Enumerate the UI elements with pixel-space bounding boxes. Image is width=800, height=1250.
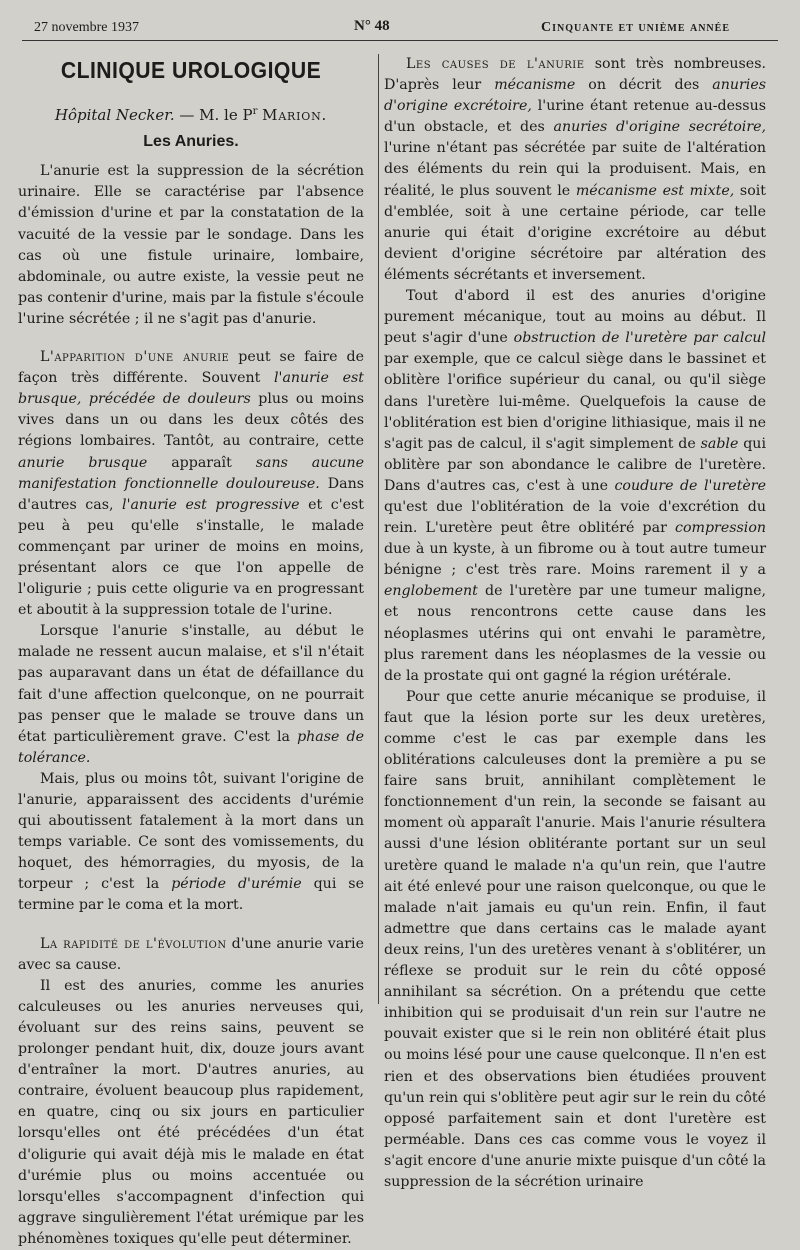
- issue-number: N° 48: [354, 18, 390, 34]
- header-rule: [22, 40, 778, 41]
- byline-professor: $P^r$: [242, 106, 258, 125]
- page-header: [30, 14, 730, 40]
- left-column: [18, 54, 364, 1250]
- paragraph: Il est des anuries, comme les anuries calculeuses ou les anuries nerveuses qui, évoluant sur des reins sains, peuvent se prolonger pendant huit, dix, douze jours avant d'entraîner la mort. D'autres anuries, au contraire, évoluent beaucoup plus rapidement, en quatre, cinq ou six jours en particulier lorsqu'elles ont été précédées d'un état d'oligurie qui avait déjà mis le malade en état d'urémie plus ou moins accentuée ou lorsqu'elles s'accompagnent d'infection qui aggrave singulièrement l'état urémique par les phénomènes toxiques qu'elle peut déterminer.: [18, 977, 364, 1247]
- paragraph: Les causes de l'anurie sont très nombreuses. D'après leur mécanisme on décrit des anuries d'origine excrétoire, l'urine étant retenue au-dessus d'un obstacle, et des anuries d'origine secrétoire, l'urine n'étant pas sécrétée par suite de l'altération des éléments du rein qui la produisent. Mais, en réalité, le plus souvent le mécanisme est mixte, soit d'emblée, soit à une certaine période, car telle anurie qui était d'origine excrétoire au début devient d'origine sécrétoire par altération des éléments sécrétants et inversement.: [384, 56, 767, 283]
- paragraph: La rapidité de l'évolution d'une anurie varie avec sa cause.: [18, 935, 364, 973]
- byline-author: Marion.: [262, 106, 328, 125]
- publication-year: Cinquante et unième année: [541, 20, 730, 35]
- byline: [18, 101, 364, 126]
- paragraph: Tout d'abord il est des anuries d'origine purement mécanique, tout au moins au début. Il peut s'agir d'une obstruction de l'uretère par calcul par exemple, que ce calcul siège dans le bassinet et oblitère l'orifice supérieur du canal, ou qu'il siège dans l'uretère lui-même. Quelquefois la cause de l'oblitération est bien d'origine lithiasique, mais il ne s'agit pas de calcul, il s'agit simplement de sable qui oblitère par son abondance le calibre de l'uretère. Dans d'autres cas, c'est à une coudure de l'uretère qu'est due l'oblitération de la voie d'excrétion du rein. L'uretère peut être oblitéré par compression due à un kyste, à un fibrome ou à tout autre tumeur bénigne ; c'est très rare. Moins rarement il y a englobement de l'uretère par une tumeur maligne, et nous rencontrons cette cause dans les néoplasmes utérins qui ont envahi le paramètre, plus rarement dans les néoplasmes de la vessie ou de la prostate qui ont gagné la région urétérale.: [384, 288, 766, 684]
- byline-hospital: Hôpital Necker.: [54, 106, 175, 125]
- issue-date: 27 novembre 1937: [34, 20, 139, 35]
- article-subtitle: Les Anuries.: [143, 133, 239, 151]
- right-column: [384, 54, 766, 1193]
- section-title: CLINIQUE UROLOGIQUE: [60, 57, 322, 83]
- paragraph: L'apparition d'une anurie peut se faire de façon très différente. Souvent l'anurie est brusque, précédée de douleurs plus ou moins vives dans un ou dans les deux côtés des régions lombaires. Tantôt, au contraire, cette anurie brusque apparaît sans aucune manifestation fonctionnelle douloureuse. Dans d'autres cas, l'anurie est progressive et c'est peu à peu qu'elle s'installe, le malade commençant par uriner de moins en moins, présentant alors ce que l'on appelle de l'oligurie ; puis cette oligurie va en progressant et aboutit à la suppression totale de l'urine.: [18, 349, 365, 619]
- paragraph: Lorsque l'anurie s'installe, au début le malade ne ressent aucun malaise, et s'il n'était pas auparavant dans un état de défaillance du fait d'une affection quelconque, on ne pourrait pas penser que le malade se trouve dans un état particulièrement grave. C'est la phase de tolérance.: [18, 623, 365, 766]
- paragraph: Pour que cette anurie mécanique se produise, il faut que la lésion porte sur les deux uretères, comme c'est le cas par exemple dans les oblitérations calculeuses dont la première a pu se faire sans bruit, annihilant complètement le fonctionnement d'un rein, la seconde se faisant au moment où apparaît l'anurie. Mais l'anurie résultera aussi d'une lésion oblitérante portant sur un seul uretère quand le malade n'a qu'un rein, que l'autre ait été enlevé pour une raison quelconque, ou que le malade n'ait jamais eu qu'un rein. Enfin, il faut admettre que dans certains cas le malade ayant deux reins, l'un des uretères venant à s'oblitérer, un réflexe se produit sur le rein du côté opposé annihilant sa sécrétion. On a prétendu que cette inhibition qui se produisait d'un rein sur l'autre ne pouvait exister que si le rein non oblitéré était plus ou moins lésé pour une cause quelconque. Il n'en est rien et des observations bien étudiées prouvent qu'un rein qui s'oblitère peut agir sur le rein du côté opposé parfaitement sain et dont l'uretère est perméable. Dans ces cas comme vous le voyez il s'agit encore d'une anurie mixte puisque d'un côté la suppression de la sécrétion urinaire: [384, 688, 766, 1190]
- paragraph: Mais, plus ou moins tôt, suivant l'origine de l'anurie, apparaissent des accidents d'urémie qui aboutissent fatalement à la mort dans un temps variable. Ce sont des vomissements, du hoquet, des hémorragies, du myosis, de la torpeur ; c'est la période d'urémie qui se termine par le coma et la mort.: [18, 770, 364, 914]
- paragraph: L'anurie est la suppression de la sécrétion urinaire. Elle se caractérise par l'absence d'émission d'urine et par la constatation de la vacuité de la vessie par le sondage. Dans les cas où une fistule urinaire, lombaire, abdominale, ou autre existe, la vessie peut ne pas contenir d'urine, mais par la fistule s'écoule l'urine sécrétée ; il ne s'agit pas d'anurie.: [18, 163, 364, 327]
- byline-dash: — M. le: [179, 106, 238, 125]
- column-divider: [378, 54, 379, 1004]
